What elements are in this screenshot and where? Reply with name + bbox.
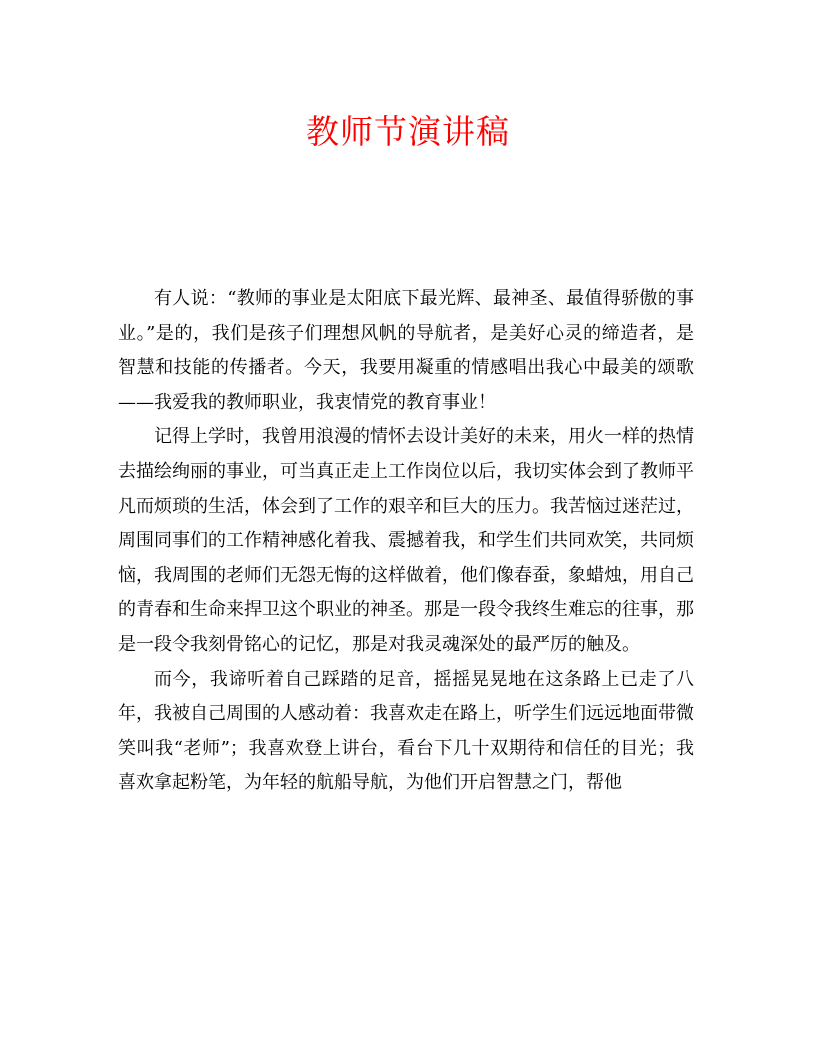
paragraph-3: 而今，我谛听着自己踩踏的足音，摇摇晃晃地在这条路上已走了八年，我被自己周围的人感动着：我喜欢走在路上，听学生们远远地面带微笑叫我“老师”；我喜欢登上讲台，看台下几十双期待和信任的目光；我喜欢拿起粉笔，为年轻的航船导航，为他们开启智慧之门，帮他 <box>118 668 694 794</box>
paragraph-1: 有人说：“教师的事业是太阳底下最光辉、最神圣、最值得骄傲的事业。”是的，我们是孩子们理想风帆的导航者，是美好心灵的缔造者，是智慧和技能的传播者。今天，我要用凝重的情感唱出我心中最美的颂歌——我爱我的教师职业，我衷情党的教育事业！ <box>118 288 694 413</box>
document-body <box>118 282 694 801</box>
paragraph-2: 记得上学时，我曾用浪漫的情怀去设计美好的未来，用火一样的热情去描绘绚丽的事业，可当真正走上工作岗位以后，我切实体会到了教师平凡而烦琐的生活，体会到了工作的艰辛和巨大的压力。我苦恼过迷茫过，周围同事们的工作精神感化着我、震撼着我，和学生们共同欢笑，共同烦恼，我周围的老师们无怨无悔的这样做着，他们像春蚕，象蜡烛，用自己的青春和生命来捍卫这个职业的神圣。那是一段令我终生难忘的往事，那是一段令我刻骨铭心的记忆，那是对我灵魂深处的最严厉的触及。 <box>118 426 694 655</box>
document-title: 教师节演讲稿 <box>306 112 510 151</box>
